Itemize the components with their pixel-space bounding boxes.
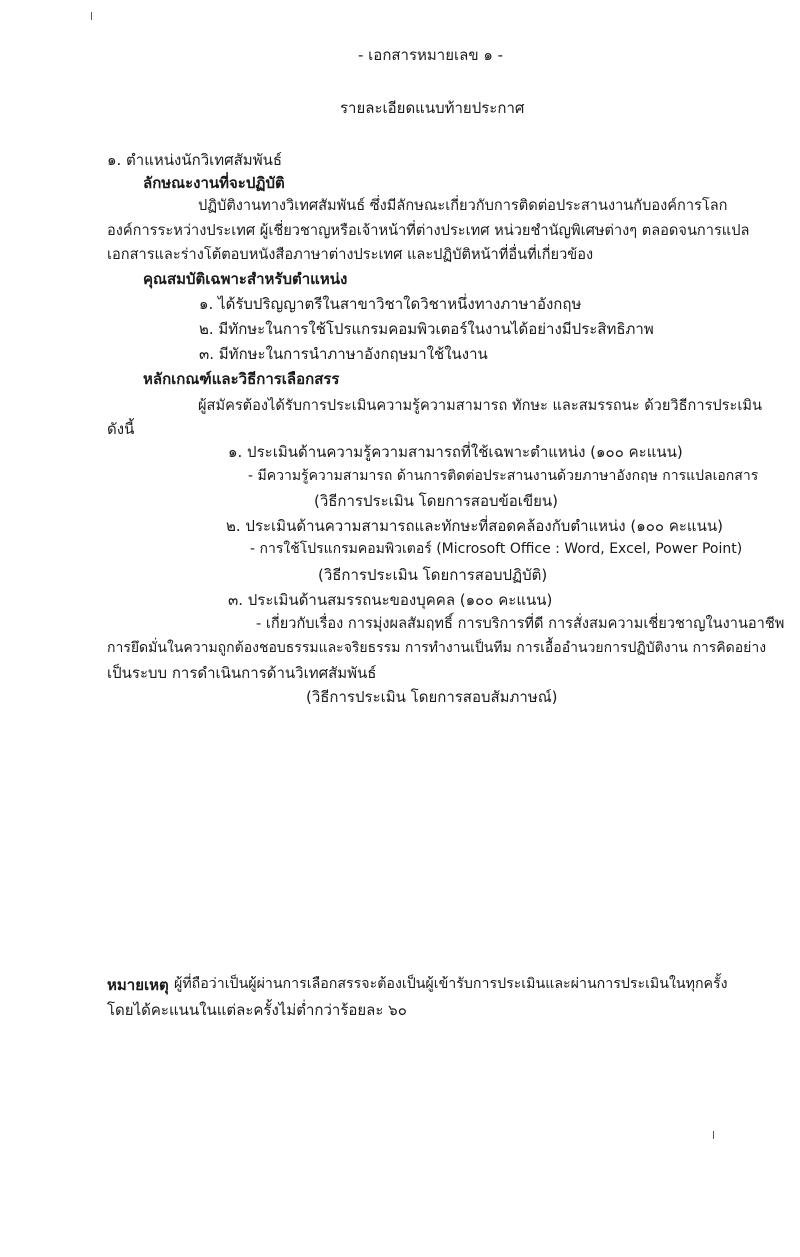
duties-line: องค์การระหว่างประเทศ ผู้เชี่ยวชาญหรือเจ้าหน้าที่ต่างประเทศ หน่วยชำนัญพิเศษต่างๆ ตลอดจนการแปล <box>107 222 750 239</box>
qualifications-heading: คุณสมบัติเฉพาะสำหรับตำแหน่ง <box>143 270 348 288</box>
criterion-detail: - เกี่ยวกับเรื่อง การมุ่งผลสัมฤทธิ์ การบริการที่ดี การสั่งสมความเชี่ยวชาญในงานอาชีพ <box>256 615 785 632</box>
scan-mark-bottom-right <box>713 1131 714 1139</box>
criterion-method: (วิธีการประเมิน โดยการสอบสัมภาษณ์) <box>306 688 558 706</box>
criterion-method: (วิธีการประเมิน โดยการสอบข้อเขียน) <box>314 492 559 510</box>
criterion-title: ๒. ประเมินด้านความสามารถและทักษะที่สอดคล้องกับตำแหน่ง (๑๐๐ คะแนน) <box>226 517 723 535</box>
qualification-item: ๑. ได้รับปริญญาตรีในสาขาวิชาใดวิชาหนึ่งทางภาษาอังกฤษ <box>199 295 582 313</box>
note-label: หมายเหตุ <box>107 976 169 994</box>
duties-heading: ลักษณะงานที่จะปฏิบัติ <box>143 174 285 192</box>
duties-line: ปฏิบัติงานทางวิเทศสัมพันธ์ ซึ่งมีลักษณะเกี่ยวกับการติดต่อประสานงานกับองค์การโลก <box>198 197 728 214</box>
position-title: ๑. ตำแหน่งนักวิเทศสัมพันธ์ <box>107 151 282 169</box>
note-line: ผู้ที่ถือว่าเป็นผู้ผ่านการเลือกสรรจะต้องเป็นผู้เข้ารับการประเมินและผ่านการประเมินในทุกครั้ง <box>174 976 728 992</box>
scan-mark-top-left <box>91 12 92 20</box>
criterion-title: ๑. ประเมินด้านความรู้ความสามารถที่ใช้เฉพาะตำแหน่ง (๑๐๐ คะแนน) <box>228 443 683 461</box>
document-number: - เอกสารหมายเลข ๑ - <box>358 46 504 64</box>
criterion-detail: การยึดมั่นในความถูกต้องชอบธรรมและจริยธรรม การทำงานเป็นทีม การเอื้ออำนวยการปฏิบัติงาน การคิดอย่าง <box>107 640 767 656</box>
selection-intro-line: ผู้สมัครต้องได้รับการประเมินความรู้ความสามารถ ทักษะ และสมรรถนะ ด้วยวิธีการประเมิน <box>198 397 762 414</box>
criterion-title: ๓. ประเมินด้านสมรรถนะของบุคคล (๑๐๐ คะแนน) <box>228 591 553 609</box>
qualification-item: ๒. มีทักษะในการใช้โปรแกรมคอมพิวเตอร์ในงานได้อย่างมีประสิทธิภาพ <box>199 320 654 338</box>
criterion-detail: - มีความรู้ความสามารถ ด้านการติดต่อประสานงานด้วยภาษาอังกฤษ การแปลเอกสาร <box>248 468 759 484</box>
duties-line: เอกสารและร่างโต้ตอบหนังสือภาษาต่างประเทศ และปฏิบัติหน้าที่อื่นที่เกี่ยวข้อง <box>107 246 594 263</box>
qualification-item: ๓. มีทักษะในการนำภาษาอังกฤษมาใช้ในงาน <box>199 345 488 363</box>
criterion-detail: เป็นระบบ การดำเนินการด้านวิเทศสัมพันธ์ <box>107 664 377 682</box>
criterion-method: (วิธีการประเมิน โดยการสอบปฏิบัติ) <box>318 566 548 584</box>
criterion-detail: - การใช้โปรแกรมคอมพิวเตอร์ (Microsoft Office : Word, Excel, Power Point) <box>250 541 743 557</box>
document-heading: รายละเอียดแนบท้ายประกาศ <box>340 99 525 117</box>
selection-intro-line: ดังนี้ <box>107 420 135 438</box>
note-line: โดยได้คะแนนในแต่ละครั้งไม่ต่ำกว่าร้อยละ ๖๐ <box>107 1001 407 1019</box>
selection-heading: หลักเกณฑ์และวิธีการเลือกสรร <box>143 370 340 388</box>
